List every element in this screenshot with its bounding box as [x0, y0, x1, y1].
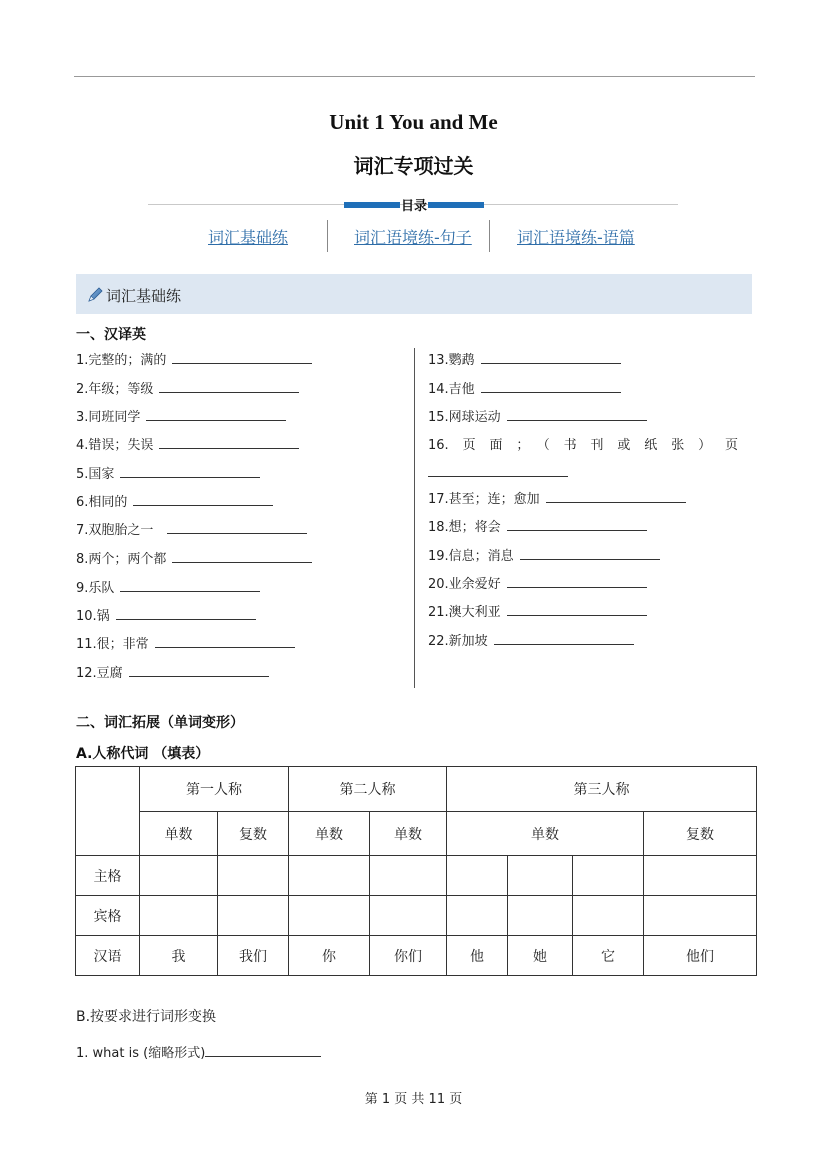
- list-item: 17.甚至；连；愈加: [428, 488, 686, 507]
- answer-blank[interactable]: [159, 380, 299, 393]
- table-cell: 他们: [644, 936, 757, 976]
- answer-blank[interactable]: [520, 547, 660, 560]
- answer-blank[interactable]: [116, 607, 256, 620]
- list-item: 11.很；非常: [76, 633, 295, 652]
- answer-blank[interactable]: [133, 493, 273, 506]
- list-item: 4.错误；失误: [76, 434, 299, 453]
- table-header-plural: 复数: [218, 812, 289, 856]
- table-cell[interactable]: [508, 896, 573, 936]
- answer-blank[interactable]: [205, 1044, 321, 1057]
- list-item: 19.信息；消息: [428, 545, 660, 564]
- table-row-label-chinese: 汉语: [76, 936, 140, 976]
- toc-label: 目录: [400, 199, 427, 214]
- table-header-third-person: 第三人称: [447, 767, 757, 812]
- table-cell[interactable]: [218, 856, 289, 896]
- answer-blank[interactable]: [507, 575, 647, 588]
- section-title: 词汇基础练: [106, 287, 182, 305]
- toc-separator: [489, 220, 490, 252]
- list-item: 16.页面；（书刊或纸张）页: [428, 438, 738, 453]
- table-cell: 你们: [370, 936, 447, 976]
- answer-blank[interactable]: [172, 550, 312, 563]
- answer-blank[interactable]: [120, 465, 260, 478]
- page-title: Unit 1 You and Me: [329, 110, 498, 134]
- table-cell[interactable]: [644, 896, 757, 936]
- table-header-plural: 复数: [644, 812, 757, 856]
- list-item: 7.双胞胎之一: [76, 519, 307, 538]
- table-row-label-subject: 主格: [76, 856, 140, 896]
- toc-separator: [327, 220, 328, 252]
- table-header-second-person: 第二人称: [289, 767, 447, 812]
- table-cell[interactable]: [447, 896, 508, 936]
- table-cell[interactable]: [140, 896, 218, 936]
- list-item: 6.相同的: [76, 491, 273, 510]
- toc-link-vocab-basic[interactable]: 词汇基础练: [208, 228, 289, 247]
- list-item: 3.同班同学: [76, 406, 286, 425]
- table-cell[interactable]: [289, 896, 370, 936]
- table-cell[interactable]: [573, 896, 644, 936]
- answer-blank[interactable]: [146, 408, 286, 421]
- table-cell[interactable]: [140, 856, 218, 896]
- list-item: 12.豆腐: [76, 662, 269, 681]
- answer-blank[interactable]: [120, 579, 260, 592]
- list-item: 10.锅: [76, 605, 256, 624]
- table-cell: 我们: [218, 936, 289, 976]
- list-item: 22.新加坡: [428, 630, 634, 649]
- table-cell[interactable]: [644, 856, 757, 896]
- table-cell: 我: [140, 936, 218, 976]
- page-subtitle: 词汇专项过关: [353, 154, 474, 178]
- table-header-singular: 单数: [447, 812, 644, 856]
- header-rule: [74, 76, 755, 77]
- table-cell[interactable]: [218, 896, 289, 936]
- list-item: 1. what is (缩略形式): [76, 1042, 321, 1061]
- table-header-first-person: 第一人称: [140, 767, 289, 812]
- part2-heading: 二、词汇拓展（单词变形）: [76, 715, 244, 731]
- list-item: 1.完整的；满的: [76, 349, 312, 368]
- toc-link-vocab-passage[interactable]: 词汇语境练-语篇: [517, 228, 635, 247]
- answer-blank[interactable]: [481, 380, 621, 393]
- part2-sub-a: A.人称代词 （填表）: [76, 746, 210, 762]
- answer-blank[interactable]: [155, 635, 295, 648]
- answer-blank[interactable]: [546, 490, 686, 503]
- table-cell[interactable]: [508, 856, 573, 896]
- list-item: 20.业余爱好: [428, 573, 647, 592]
- answer-blank[interactable]: [507, 408, 647, 421]
- column-divider: [414, 348, 415, 688]
- table-cell[interactable]: [573, 856, 644, 896]
- list-item: 18.想；将会: [428, 516, 647, 535]
- list-item: 13.鹦鹉: [428, 349, 621, 368]
- table-cell[interactable]: [370, 856, 447, 896]
- answer-blank[interactable]: [428, 476, 568, 477]
- table-cell[interactable]: [370, 896, 447, 936]
- answer-blank[interactable]: [129, 664, 269, 677]
- pronoun-table: [75, 766, 757, 976]
- list-item: 15.网球运动: [428, 406, 647, 425]
- part1-heading: 一、汉译英: [76, 327, 146, 343]
- answer-blank[interactable]: [507, 518, 647, 531]
- pencil-icon: [86, 286, 104, 304]
- table-cell: 你: [289, 936, 370, 976]
- table-cell: 他: [447, 936, 508, 976]
- list-item: 9.乐队: [76, 577, 260, 596]
- toc-accent-left: [344, 202, 400, 208]
- toc-accent-right: [428, 202, 484, 208]
- answer-blank[interactable]: [159, 436, 299, 449]
- answer-blank[interactable]: [167, 521, 307, 534]
- table-header-singular: 单数: [370, 812, 447, 856]
- answer-blank[interactable]: [172, 351, 312, 364]
- answer-blank[interactable]: [507, 603, 647, 616]
- list-item: 14.吉他: [428, 378, 621, 397]
- table-cell: 它: [573, 936, 644, 976]
- list-item: 5.国家: [76, 463, 260, 482]
- table-corner-cell: [76, 767, 140, 856]
- answer-blank[interactable]: [494, 632, 634, 645]
- page-footer: 第 1 页 共 11 页: [364, 1092, 463, 1107]
- table-cell: 她: [508, 936, 573, 976]
- answer-blank[interactable]: [481, 351, 621, 364]
- table-header-singular: 单数: [140, 812, 218, 856]
- toc-link-vocab-sentence[interactable]: 词汇语境练-句子: [354, 228, 472, 247]
- list-item: 8.两个；两个都: [76, 548, 312, 567]
- list-item: 21.澳大利亚: [428, 601, 647, 620]
- list-item: 2.年级；等级: [76, 378, 299, 397]
- part2-sub-b: B.按要求进行词形变换: [76, 1009, 217, 1025]
- table-cell[interactable]: [289, 856, 370, 896]
- table-header-singular: 单数: [289, 812, 370, 856]
- table-cell[interactable]: [447, 856, 508, 896]
- table-row-label-object: 宾格: [76, 896, 140, 936]
